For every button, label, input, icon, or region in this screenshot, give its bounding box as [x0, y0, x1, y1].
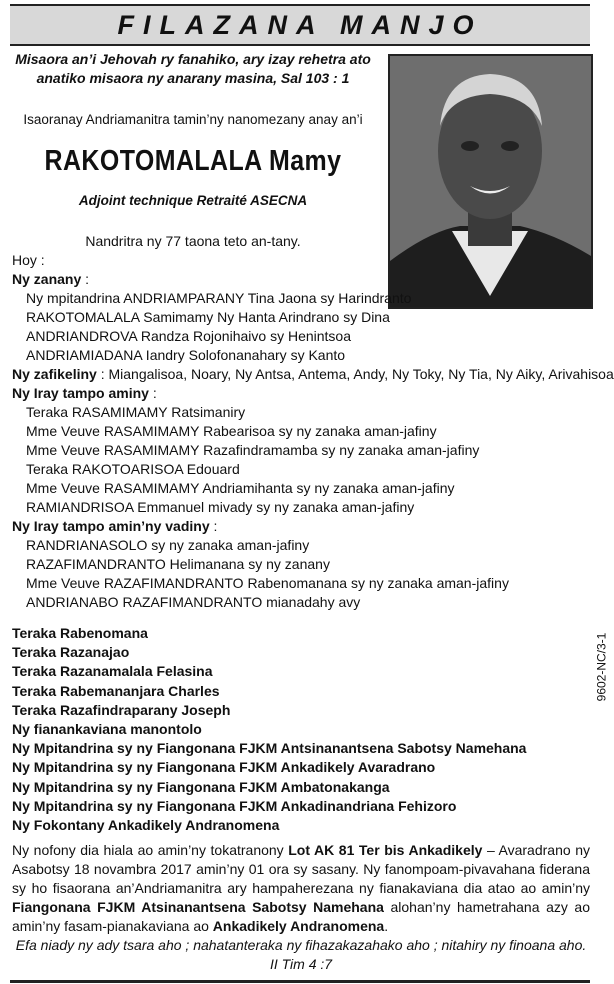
list-item: RAKOTOMALALA Samimamy Ny Hanta Arindrano sy Dina [26, 309, 390, 325]
family-section [12, 251, 614, 612]
closing-text-3: alohan’ny hametrahana azy ao amin’ny fasam-pianakaviana ao [12, 899, 590, 934]
children-heading [12, 270, 592, 289]
closing-bold-2: Fiangonana FJKM Atsinanantsena Sabotsy Namehana [12, 899, 384, 915]
list-item: Teraka RAKOTOARISOA Edouard [26, 461, 240, 477]
children-suffix: : [81, 271, 90, 287]
closing-verse [12, 936, 590, 974]
closing-bold-1: Lot AK 81 Ter bis Ankadikely [288, 842, 483, 858]
list-item: ANDRIAMIADANA Iandry Solofonanahary sy Kanto [26, 347, 346, 363]
list-item: RANDRIANASOLO sy ny zanaka aman-jafiny [26, 537, 310, 553]
list-item: Ny fianankaviana manontolo [12, 721, 202, 738]
deceased-age-line: Nandritra ny 77 taona teto an-tany. [85, 233, 301, 249]
deceased-role: Adjoint technique Retraité ASECNA [78, 193, 308, 208]
in-laws-label: Ny Iray tampo amin’ny vadiny [12, 518, 210, 534]
list-item: Teraka Razanamalala Felasina [12, 663, 213, 680]
grandchildren-text: : Miangalisoa, Noary, Ny Antsa, Antema, Andy, Ny Toky, Ny Tia, Ny Aiky, Arivahisoa [96, 366, 614, 382]
siblings-heading [12, 384, 592, 403]
closing-verse-line-1: Efa niady ny ady tsara aho ; nahatanteraka ny fihazakazahako aho ; nitahiry ny finoana aho. [15, 937, 587, 953]
list-item: Mme Veuve RASAMIMAMY Andriamihanta sy ny zanaka aman-jafiny [26, 480, 455, 496]
siblings-label: Ny Iray tampo aminy [12, 385, 149, 401]
list-item: Ny mpitandrina ANDRIAMPARANY Tina Jaona sy Harindranto [26, 290, 412, 306]
list-item: Ny Fokontany Ankadikely Andranomena [12, 817, 280, 834]
list-item: Ny Mpitandrina sy ny Fiangonana FJKM Ankadinandriana Fehizoro [12, 797, 457, 814]
list-item: Mme Veuve RASAMIMAMY Rabearisoa sy ny zanaka aman-jafiny [26, 423, 437, 439]
opening-verse [8, 50, 378, 88]
list-item: RAMIANDRISOA Emmanuel mivady sy ny zanaka aman-jafiny [26, 499, 415, 515]
bottom-divider [10, 980, 590, 983]
header-banner [10, 4, 590, 46]
list-item: RAZAFIMANDRANTO Helimanana sy ny zanany [26, 556, 330, 572]
siblings-suffix: : [148, 385, 157, 401]
verse-line-2: anatiko misaora ny anarany masina, Sal 103 : 1 [36, 70, 350, 86]
list-item: Ny Mpitandrina sy ny Fiangonana FJKM Antsinanantsena Sabotsy Namehana [12, 740, 527, 757]
grandchildren-line [12, 365, 614, 384]
in-laws-suffix: : [209, 518, 218, 534]
list-item: Teraka RASAMIMAMY Ratsimaniry [26, 404, 246, 420]
hoy-label: Hoy : [12, 252, 45, 268]
list-item: Teraka Razafindraparany Joseph [12, 701, 231, 718]
list-item: Teraka Rabenomana [12, 625, 148, 641]
deceased-name: RAKOTOMALALA Mamy [44, 145, 342, 177]
other-mourners-list [12, 624, 526, 835]
page-title: FILAZANA MANJO [117, 9, 483, 40]
intro-text: Isaoranay Andriamanitra tamin’ny nanomezany anay an’i [23, 112, 363, 127]
closing-text-4: . [384, 918, 389, 934]
closing-verse-line-2: II Tim 4 :7 [269, 956, 333, 972]
children-label: Ny zanany [12, 271, 82, 287]
list-item: Ny Mpitandrina sy ny Fiangonana FJKM Ambatonakanga [12, 778, 390, 795]
list-item: ANDRIANABO RAZAFIMANDRANTO mianadahy avy [26, 594, 361, 610]
reference-code: 9602-NC/3-1 [594, 632, 609, 702]
list-item: Mme Veuve RAZAFIMANDRANTO Rabenomanana sy ny zanaka aman-jafiny [26, 575, 509, 591]
list-item: ANDRIANDROVA Randza Rojonihaivo sy Henintsoa [26, 328, 351, 344]
funeral-announcement [12, 841, 590, 936]
in-laws-heading [12, 517, 592, 536]
closing-bold-3: Ankadikely Andranomena [212, 918, 385, 934]
grandchildren-label: Ny zafikeliny [12, 366, 97, 382]
list-item: Ny Mpitandrina sy ny Fiangonana FJKM Ankadikely Avaradrano [12, 759, 436, 776]
closing-text-1: Ny nofony dia hiala ao amin’ny tokatranony [12, 842, 289, 858]
verse-line-1: Misaora an’i Jehovah ry fanahiko, ary izay rehetra ato [15, 51, 371, 67]
closing-text-2: – Avaradrano ny Asabotsy 18 novambra 2017 amin’ny 01 ora sy sasany. Ny fanompoam-pivavahana fiderana sy ho fisaorana an’Andriamanitra ary hampaherezana ny fianakaviana dia atao ao amin’ny [12, 842, 590, 896]
list-item: Teraka Rabemananjara Charles [12, 682, 220, 699]
list-item: Mme Veuve RASAMIMAMY Razafindramamba sy ny zanaka aman-jafiny [26, 442, 480, 458]
list-item: Teraka Razanajao [12, 644, 130, 661]
